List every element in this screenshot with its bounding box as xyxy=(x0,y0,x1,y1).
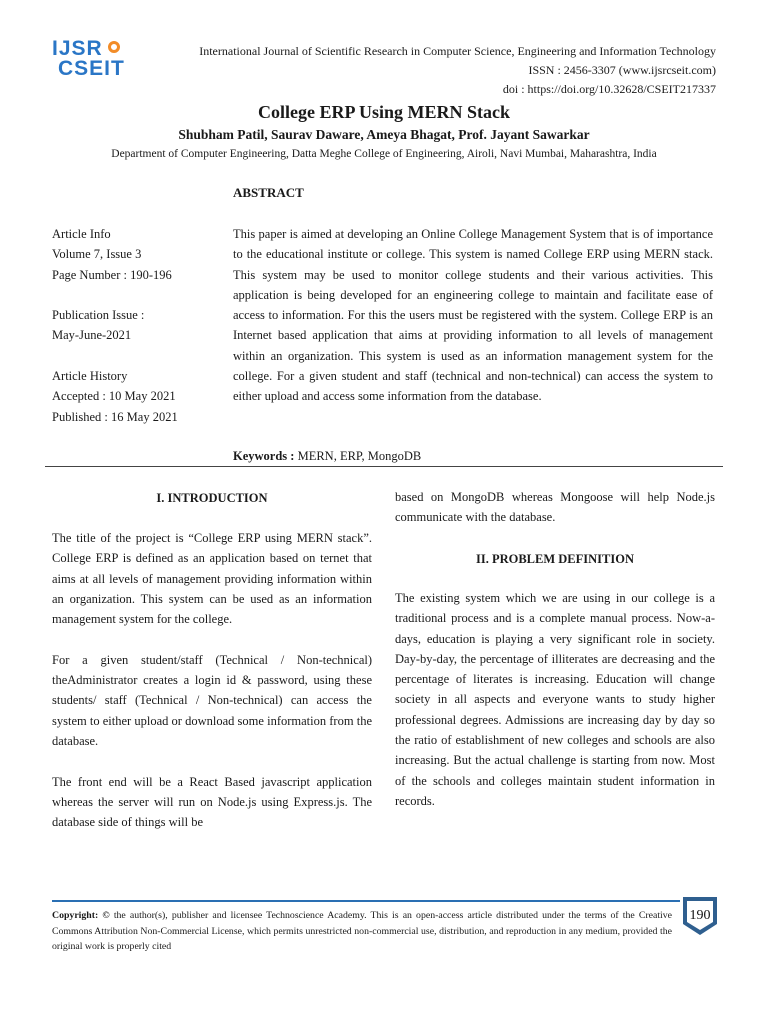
doi-link[interactable]: doi : https://doi.org/10.32628/CSEIT217337 xyxy=(502,82,716,96)
publication-issue-heading: Publication Issue : xyxy=(52,308,145,323)
publication-issue-value: May-June-2021 xyxy=(52,328,132,343)
section-introduction-heading: I. INTRODUCTION xyxy=(156,491,268,505)
article-pages: Page Number : 190-196 xyxy=(52,267,172,282)
accepted-date: Accepted : 10 May 2021 xyxy=(52,389,176,404)
article-info-heading: Article Info xyxy=(52,227,111,241)
page-number: 190 xyxy=(689,908,711,923)
intro-paragraph-3: The front end will be a React Based javascript application whereas the server will run on Node.js using Express.js. The database side of things will be xyxy=(52,774,372,830)
footer-divider xyxy=(52,900,680,902)
paper-department: Department of Computer Engineering, Datta Meghe College of Engineering, Airoli, Navi Mumbai, Maharashtra, India xyxy=(111,148,657,160)
abstract-text: This paper is aimed at developing an Online College Management System that is of importance to the educational institute or college. This system is named College ERP using MERN stack. This system may be used to monitor college students and their various activities. This application is being developed for an engineering college to maintain and facilitate ease of access to information. For this the users must be registered with the system. College ERP is an Internet based application that aims at providing information to all levels of management within an organization. This system is used as an information management system for the college. For a given student and staff (technical and non-technical) can access the system to either upload and access some information from the database. xyxy=(233,227,713,404)
abstract-heading: ABSTRACT xyxy=(233,185,304,200)
logo-text-top: IJSR xyxy=(52,37,103,60)
keywords xyxy=(233,447,421,465)
published-date: Published : 16 May 2021 xyxy=(52,409,178,424)
article-info xyxy=(52,224,222,427)
intro-paragraph-2: For a given student/staff (Technical / Non-technical) theAdministrator creates a login id & password, using these students/ staff (Technical / Non-technical) can access the system to either upload or download some information from the database. xyxy=(52,652,372,748)
left-column xyxy=(52,528,372,853)
copyright-notice xyxy=(52,908,672,955)
journal-logo xyxy=(52,38,136,84)
issn: ISSN : 2456-3307 (www.ijsrcseit.com) xyxy=(528,63,716,77)
keywords-value: MERN, ERP, MongoDB xyxy=(294,449,422,463)
paper-title: College ERP Using MERN Stack xyxy=(258,102,510,122)
section-problem-definition-heading: II. PROBLEM DEFINITION xyxy=(475,552,634,566)
problem-paragraph-1: The existing system which we are using in our college is a traditional process and is a complete manual process. Now-a-days, education is playing a very significant role in society. Day-by-day, the percentage of illiterates are decreasing and the percentage of literates is increasing. Education will change society in all aspects and everyone wants to study higher professional degrees. Admissions are increasing day by day so the ratio of establishment of new colleges and schools are also increasing. But the actual challenge is starting from now. Most of the schools and colleges maintain student information in records. xyxy=(395,591,715,808)
right-column-top xyxy=(395,487,715,548)
article-volume: Volume 7, Issue 3 xyxy=(52,247,142,262)
paper-authors: Shubham Patil, Saurav Daware, Ameya Bhagat, Prof. Jayant Sawarkar xyxy=(178,127,590,142)
journal-name: International Journal of Scientific Research in Computer Science, Engineering and Information Technology xyxy=(199,44,716,58)
article-history-heading: Article History xyxy=(52,369,128,384)
keywords-label: Keywords : xyxy=(233,449,295,463)
right-column xyxy=(395,588,715,832)
intro-paragraph-3-continued: based on MongoDB whereas Mongoose will help Node.js communicate with the database. xyxy=(395,490,715,525)
intro-paragraph-1: The title of the project is “College ERP using MERN stack”. College ERP is defined as an application based on ternet that aims at all levels of management providing information within an organization. This system can be used as an information management system for the college. xyxy=(52,531,372,627)
copyright-label: Copyright: © xyxy=(52,910,110,921)
abstract-divider xyxy=(45,466,723,467)
logo-text-bottom: CSEIT xyxy=(58,57,125,80)
logo-ring-icon xyxy=(108,41,120,53)
copyright-text: the author(s), publisher and licensee Technoscience Academy. This is an open-access article distributed under the terms of the Creative Commons Attribution Non-Commercial License, which permits unrestricted non-commercial use, distribution, and reproduction in any medium, provided the original work is properly cited xyxy=(52,910,673,952)
